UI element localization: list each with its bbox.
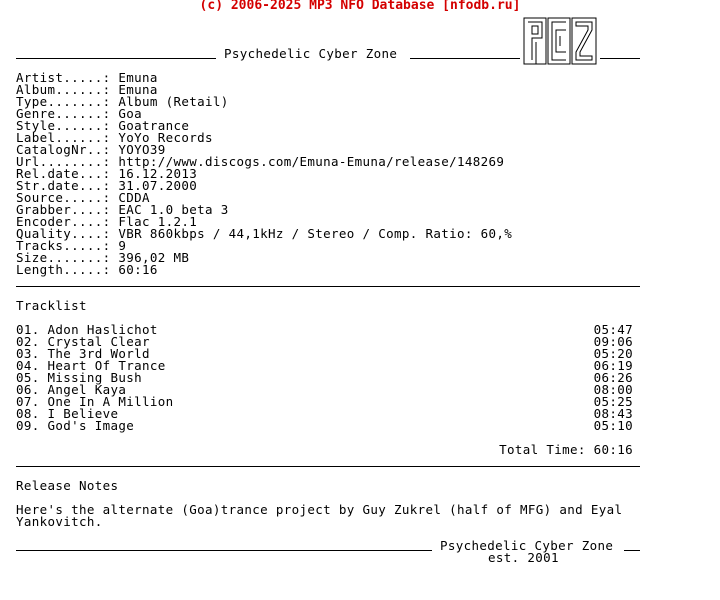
track-title: 05. Missing Bush (16, 370, 143, 385)
header-rule-left (16, 58, 216, 59)
track-time: 05:10 (593, 418, 633, 433)
track-title: 08. I Believe (16, 406, 119, 421)
field-key: Source.....: (16, 190, 119, 205)
track-title: 03. The 3rd World (16, 346, 150, 361)
field-key: Length.....: (16, 262, 119, 277)
field-key: Genre......: (16, 106, 119, 121)
header-title: Psychedelic Cyber Zone (224, 46, 398, 61)
track-title: 07. One In A Million (16, 394, 174, 409)
total-time: Total Time: 60:16 (499, 442, 633, 457)
field-value: Emuna (118, 82, 158, 97)
field-key: Rel.date...: (16, 166, 119, 181)
divider-2 (16, 466, 640, 467)
field-value: 16.12.2013 (118, 166, 198, 181)
header-rule-right (600, 58, 640, 59)
field-key: Url........: (16, 154, 119, 169)
nfodb-banner: (c) 2006-2025 MP3 NFO Database [nfodb.ru] (199, 0, 521, 13)
field-key: Grabber....: (16, 202, 119, 217)
field-value: EAC 1.0 beta 3 (118, 202, 229, 217)
track-time: 09:06 (593, 334, 633, 349)
field-value: Flac 1.2.1 (118, 214, 198, 229)
track-time: 05:47 (593, 322, 633, 337)
field-value: 396,02 MB (118, 250, 190, 265)
track-time: 06:19 (593, 358, 633, 373)
field-key: Artist.....: (16, 70, 119, 85)
field-value: http://www.discogs.com/Emuna-Emuna/release/148269 (118, 154, 505, 169)
field-value: Album (Retail) (118, 94, 229, 109)
release-notes-line-1: Here's the alternate (Goa)trance project by Guy Zukrel (half of MFG) and Eyal (16, 502, 623, 517)
field-value: 9 (118, 238, 127, 253)
field-key: Quality....: (16, 226, 119, 241)
field-value: YOYO39 (118, 142, 166, 157)
field-value: Emuna (118, 70, 158, 85)
footer-rule-right (624, 550, 640, 551)
field-key: Album......: (16, 82, 119, 97)
field-value: Goa (118, 106, 143, 121)
field-key: Tracks.....: (16, 238, 119, 253)
footer-title: Psychedelic Cyber Zone (440, 538, 614, 553)
field-row (16, 264, 158, 276)
header-rule-mid (410, 58, 520, 59)
track-time: 08:43 (593, 406, 633, 421)
footer-rule-left (16, 550, 432, 551)
field-value: Goatrance (118, 118, 190, 133)
track-time: 05:25 (593, 394, 633, 409)
footer-est: est. 2001 (488, 550, 559, 565)
field-key: Encoder....: (16, 214, 119, 229)
release-notes-line-2: Yankovitch. (16, 514, 103, 529)
field-value: 31.07.2000 (118, 178, 198, 193)
field-value: CDDA (118, 190, 150, 205)
track-time: 06:26 (593, 370, 633, 385)
divider-1 (16, 286, 640, 287)
pcz-logo (522, 16, 598, 68)
track-time: 08:00 (593, 382, 633, 397)
field-value: VBR 860kbps / 44,1kHz / Stereo / Comp. Ratio: 60,% (118, 226, 513, 241)
tracklist-heading: Tracklist (16, 298, 87, 313)
track-title: 04. Heart Of Trance (16, 358, 166, 373)
field-key: Style......: (16, 118, 119, 133)
field-key: Str.date...: (16, 178, 119, 193)
field-value: 60:16 (118, 262, 158, 277)
track-time: 05:20 (593, 346, 633, 361)
field-value: YoYo Records (118, 130, 213, 145)
track-title: 09. God's Image (16, 418, 135, 433)
track-title: 06. Angel Kaya (16, 382, 127, 397)
field-key: Size.......: (16, 250, 119, 265)
field-key: Label......: (16, 130, 119, 145)
field-key: Type.......: (16, 94, 119, 109)
field-key: CatalogNr..: (16, 142, 119, 157)
release-notes-heading: Release Notes (16, 478, 119, 493)
track-title: 02. Crystal Clear (16, 334, 150, 349)
track-title: 01. Adon Haslichot (16, 322, 158, 337)
